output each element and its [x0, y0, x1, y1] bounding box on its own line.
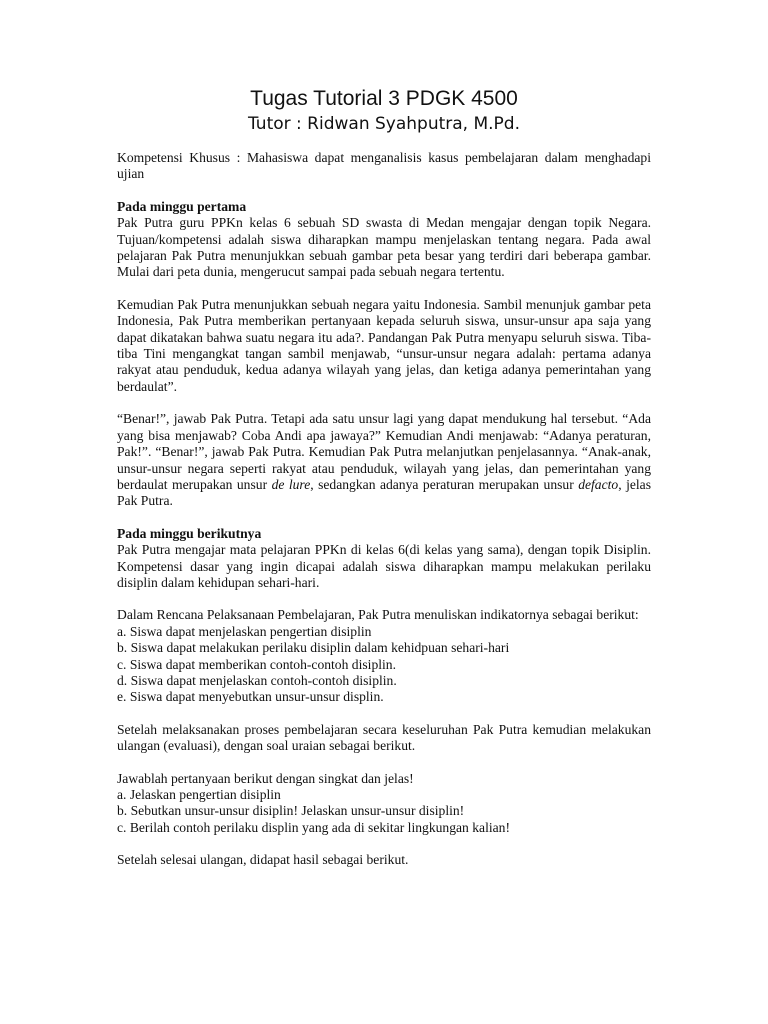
- week1-p3-text-a: “Benar!”, jawab Pak Putra. Tetapi ada satu unsur lagi yang dapat mendukung hal tersebut. “Ada yang bisa menjawab? Coba Andi apa jawaya?” Kemudian Andi menjawab: “Adanya peraturan, Pak!”. “Benar!”, jawab Pak Putra. Kemudian Pak Putra melanjutkan penjelasannya. “Anak-anak, unsur-unsur negara seperti rakyat atau penduduk, wilayah yang jelas, dan pemerintahan yang berdaulat merupakan unsur: [117, 411, 651, 492]
- week1-p3-italic-de-lure: de lure: [271, 476, 311, 492]
- week2-paragraph-5: Setelah selesai ulangan, didapat hasil sebagai berikut.: [117, 852, 409, 868]
- week2-paragraph-2: Dalam Rencana Pelaksanaan Pembelajaran, Pak Putra menuliskan indikatornya sebagai berikut:: [117, 607, 639, 623]
- tutor-line: Tutor : Ridwan Syahputra, M.Pd.: [248, 114, 520, 134]
- week2-paragraph-4: Jawablah pertanyaan berikut dengan singkat dan jelas!: [117, 770, 414, 786]
- list-item: b. Sebutkan unsur-unsur disiplin! Jelaskan unsur-unsur disiplin!: [117, 803, 465, 819]
- list-item: a. Siswa dapat menjelaskan pengertian disiplin: [117, 623, 372, 639]
- week1-paragraph-1: Pak Putra guru PPKn kelas 6 sebuah SD swasta di Medan mengajar dengan topik Negara. Tujuan/kompetensi adalah siswa diharapkan mampu menjelaskan tentang negara. Pada awal pelajaran Pak Putra menunjukkan sebuah gambar peta besar yang terdiri dari beberapa gambar. Mulai dari peta dunia, mengerucut sampai pada sebuah negara tertentu.: [117, 215, 651, 280]
- list-item: e. Siswa dapat menyebutkan unsur-unsur displin.: [117, 689, 384, 705]
- list-item: b. Siswa dapat melakukan perilaku disiplin dalam kehidpuan sehari-hari: [117, 640, 510, 656]
- list-item: a. Jelaskan pengertian disiplin: [117, 787, 281, 802]
- document-header: [0, 86, 768, 136]
- week2-paragraph-1: Pak Putra mengajar mata pelajaran PPKn di kelas 6(di kelas yang sama), dengan topik Disiplin. Kompetensi dasar yang ingin dicapai adalah siswa diharapkan mampu melakukan perilaku disiplin dalam kehidupan sehari-hari.: [117, 542, 651, 590]
- week1-paragraph-3: [117, 411, 651, 509]
- week2-heading: Pada minggu berikutnya: [117, 525, 262, 541]
- question-list: [117, 787, 651, 836]
- week2-paragraph-3: Setelah melaksanakan proses pembelajaran secara keseluruhan Pak Putra kemudian melakukan ulangan (evaluasi), dengan soal uraian sebagai berikut.: [117, 721, 651, 754]
- list-item: c. Berilah contoh perilaku displin yang ada di sekitar lingkungan kalian!: [117, 819, 510, 835]
- week1-p3-text-b: , sedangkan adanya peraturan merupakan unsur: [310, 476, 579, 492]
- week1-heading: Pada minggu pertama: [117, 198, 247, 214]
- indicator-list: [117, 624, 651, 706]
- week1-paragraph-2: Kemudian Pak Putra menunjukkan sebuah negara yaitu Indonesia. Sambil menunjuk gambar peta Indonesia, Pak Putra memberikan pertanyaan kepada seluruh siswa, unsur-unsur apa saja yang dapat dikatakan bahwa suatu negara itu ada?. Pandangan Pak Putra menyapu seluruh siswa. Tiba-tiba Tini mengangkat tangan sambil menjawab, “unsur-unsur negara adalah: pertama adanya rakyat atau penduduk, kedua adanya wilayah yang jelas, dan ketiga adanya pemerintahan yang berdaulat”.: [117, 296, 651, 394]
- kompetensi-paragraph: Kompetensi Khusus : Mahasiswa dapat menganalisis kasus pembelajaran dalam menghadapi ujian: [117, 150, 651, 182]
- document-title: Tugas Tutorial 3 PDGK 4500: [250, 87, 518, 110]
- list-item: c. Siswa dapat memberikan contoh-contoh disiplin.: [117, 656, 396, 672]
- document-body: [117, 150, 651, 869]
- week1-p3-text-c: , jelas Pak Putra.: [117, 476, 651, 509]
- list-item: d. Siswa dapat menjelaskan contoh-contoh disiplin.: [117, 672, 397, 688]
- week1-p3-italic-defacto: defacto: [578, 476, 619, 492]
